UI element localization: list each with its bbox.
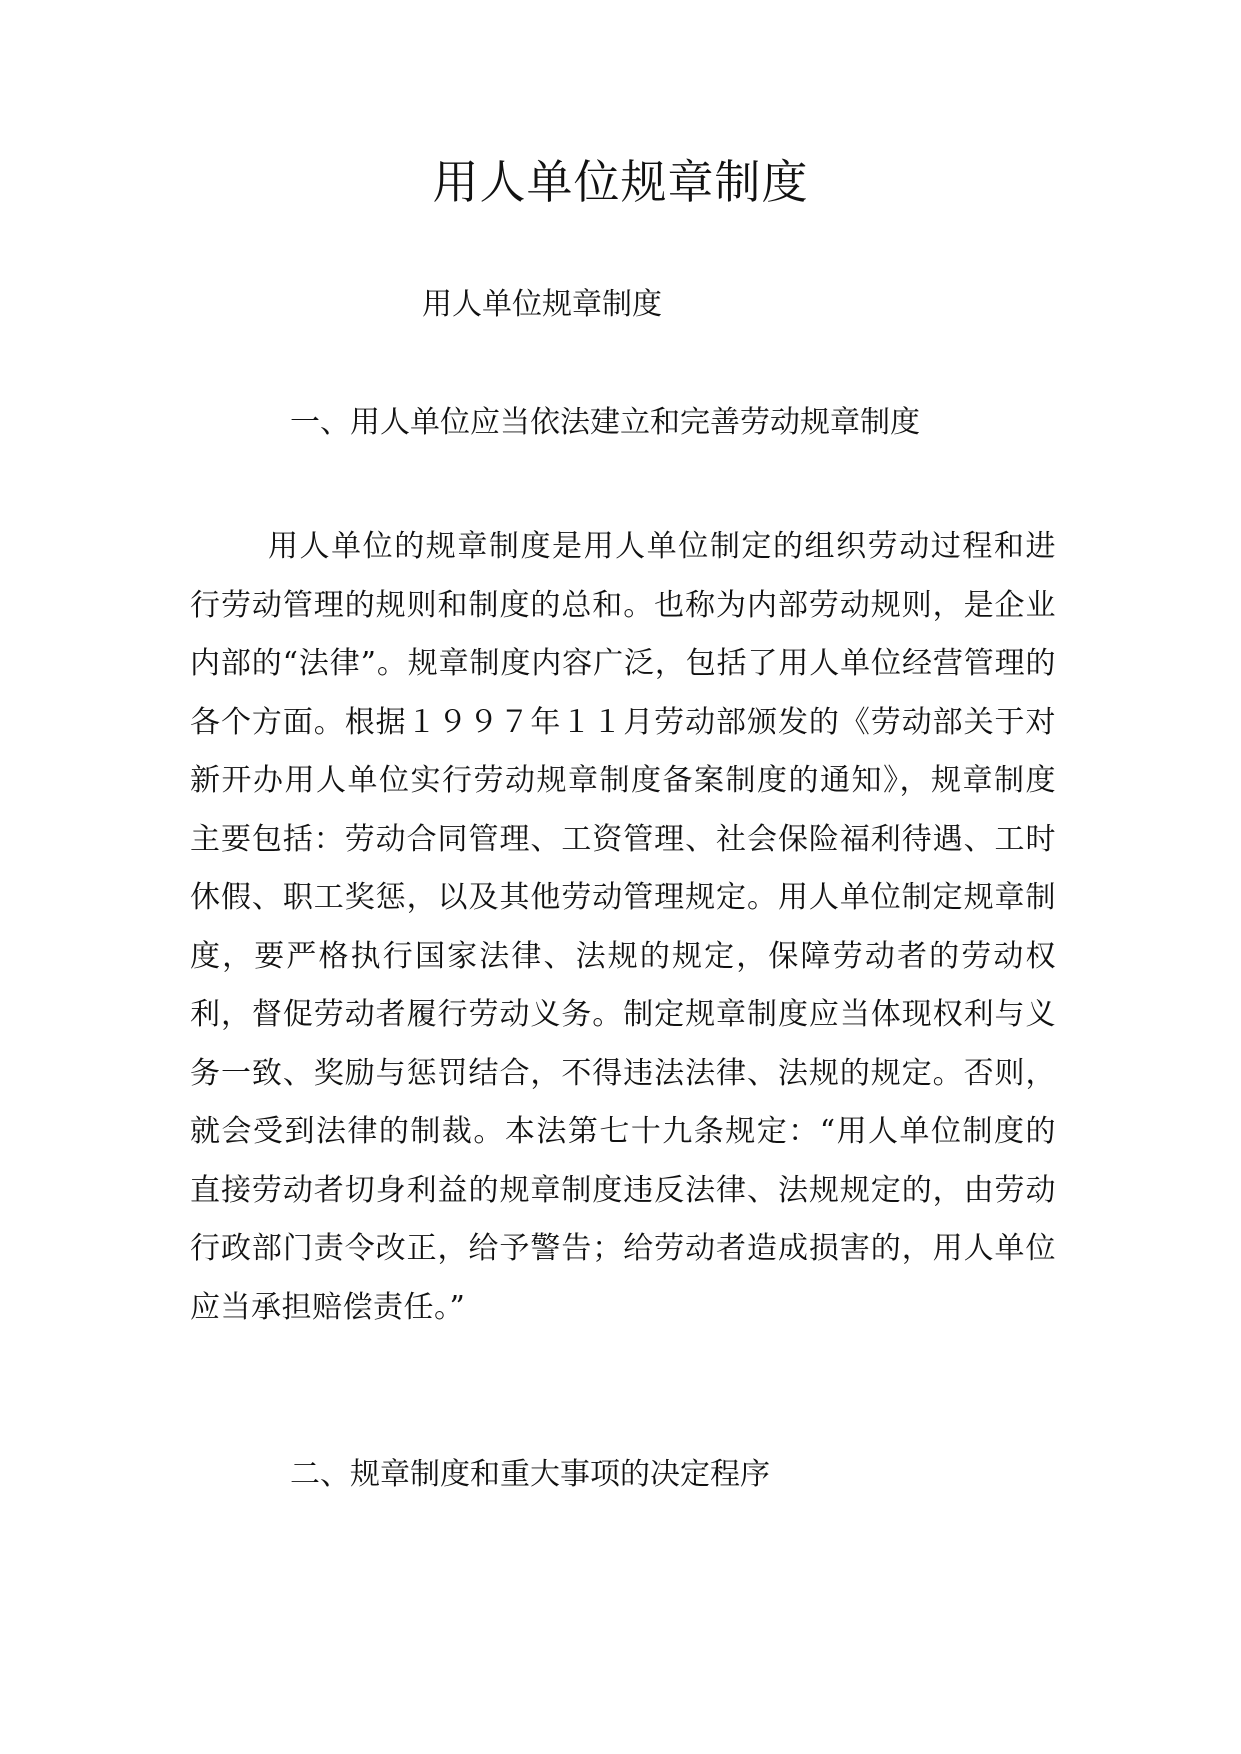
- section-1-heading: 一、用人单位应当依法建立和完善劳动规章制度: [290, 405, 920, 440]
- section-1-body: 用人单位的规章制度是用人单位制定的组织劳动过程和进行劳动管理的规则和制度的总和。也称为内部劳动规则，是企业内部的“法律”。规章制度内容广泛，包括了用人单位经营管理的各个方面。根据１９９７年１１月劳动部颁发的《劳动部关于对新开办用人单位实行劳动规章制度备案制度的通知》，规章制度主要包括：劳动合同管理、工资管理、社会保险福利待遇、工时休假、职工奖惩，以及其他劳动管理规定。用人单位制定规章制度，要严格执行国家法律、法规的规定，保障劳动者的劳动权利，督促劳动者履行劳动义务。制定规章制度应当体现权利与义务一致、奖励与惩罚结合，不得违法法律、法规的规定。否则，就会受到法律的制裁。本法第七十九条规定：“用人单位制度的直接劳动者切身利益的规章制度违反法律、法规规定的，由劳动行政部门责令改正，给予警告；给劳动者造成损害的，用人单位应当承担赔偿责任。”: [190, 529, 1056, 1325]
- document-title: 用人单位规章制度: [432, 155, 809, 209]
- document-subtitle: 用人单位规章制度: [422, 287, 662, 322]
- section-2-heading: 二、规章制度和重大事项的决定程序: [290, 1457, 770, 1492]
